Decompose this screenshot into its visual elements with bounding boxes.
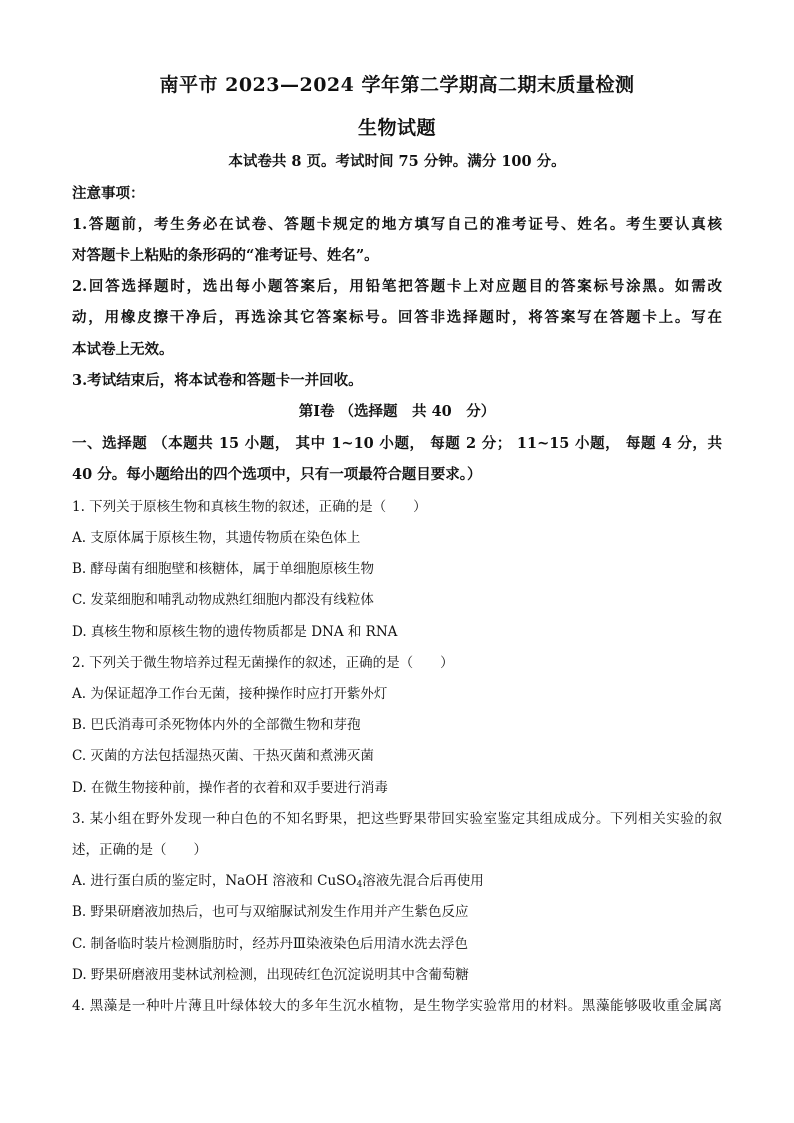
question-1-option-d: D. 真核生物和原核生物的遗传物质都是 DNA 和 RNA	[72, 624, 398, 640]
section-intro-line-1: 一、选择题 （本题共 15 小题， 其中 1~10 小题， 每题 2 分； 11~15 小题， 每题 4 分，共	[72, 435, 722, 452]
question-3-option-a-suffix: 溶液先混合后再使用	[362, 873, 484, 889]
notice-heading: 注意事项：	[72, 185, 145, 202]
question-3-option-b: B. 野果研磨液加热后，也可与双缩脲试剂发生作用并产生紫色反应	[72, 904, 469, 920]
question-1-option-b: B. 酵母菌有细胞壁和核糖体，属于单细胞原核生物	[72, 561, 375, 577]
question-2-stem: 2. 下列关于微生物培养过程无菌操作的叙述，正确的是（ ）	[72, 655, 454, 671]
question-2-option-c: C. 灭菌的方法包括湿热灭菌、干热灭菌和煮沸灭菌	[72, 748, 374, 764]
question-1-option-a: A. 支原体属于原核生物，其遗传物质在染色体上	[72, 530, 361, 546]
section-title: 第Ⅰ卷 （选择题 共 40 分）	[298, 403, 496, 420]
question-1-option-c: C. 发菜细胞和哺乳动物成熟红细胞内都没有线粒体	[72, 592, 374, 608]
notice-item-2-line-2: 动，用橡皮擦干净后，再选涂其它答案标号。回答非选择题时，将答案写在答题卡上。写在	[72, 309, 722, 326]
notice-item-2-line-3: 本试卷上无效。	[72, 341, 174, 358]
notice-item-1-line-1: 1.答题前，考生务必在试卷、答题卡规定的地方填写自己的准考证号、姓名。考生要认真核	[72, 216, 722, 233]
notice-item-2-line-1: 2.回答选择题时，选出每小题答案后，用铅笔把答题卡上对应题目的答案标号涂黑。如需改	[72, 278, 722, 295]
exam-info: 本试卷共 8 页。考试时间 75 分钟。满分 100 分。	[228, 153, 566, 170]
subject-title: 生物试题	[357, 117, 436, 139]
question-4-stem-line-1: 4. 黑藻是一种叶片薄且叶绿体较大的多年生沉水植物，是生物学实验常用的材料。黑藻能够吸收重金属离	[72, 998, 722, 1014]
question-1-stem: 1. 下列关于原核生物和真核生物的叙述，正确的是（ ）	[72, 499, 427, 515]
notice-item-1-line-2: 对答题卡上粘贴的条形码的“准考证号、姓名”。	[72, 247, 379, 264]
question-3-option-a-prefix: A. 进行蛋白质的鉴定时，NaOH 溶液和 CuSO	[72, 873, 357, 889]
question-3-option-d: D. 野果研磨液用斐林试剂检测，出现砖红色沉淀说明其中含葡萄糖	[72, 967, 469, 983]
question-2-option-b: B. 巴氏消毒可杀死物体内外的全部微生物和芽孢	[72, 717, 361, 733]
question-2-option-d: D. 在微生物接种前，操作者的衣着和双手要进行消毒	[72, 780, 388, 796]
question-3-stem-line-2: 述，正确的是（ ）	[72, 842, 207, 858]
question-2-option-a: A. 为保证超净工作台无菌，接种操作时应打开紫外灯	[72, 686, 388, 702]
question-3-option-a-subscript: 4	[356, 880, 363, 890]
notice-item-3: 3.考试结束后，将本试卷和答题卡一并回收。	[72, 372, 363, 389]
question-3-stem-line-1: 3. 某小组在野外发现一种白色的不知名野果，把这些野果带回实验室鉴定其组成成分。下列相关实验的叙	[72, 811, 722, 827]
question-3-option-a	[72, 869, 722, 890]
exam-title: 南平市 2023—2024 学年第二学期高二期末质量检测	[159, 74, 635, 96]
section-intro-line-2: 40 分。每小题给出的四个选项中，只有一项最符合题目要求。）	[72, 466, 482, 483]
question-3-option-c: C. 制备临时装片检测脂肪时，经苏丹Ⅲ染液染色后用清水洗去浮色	[72, 936, 468, 952]
